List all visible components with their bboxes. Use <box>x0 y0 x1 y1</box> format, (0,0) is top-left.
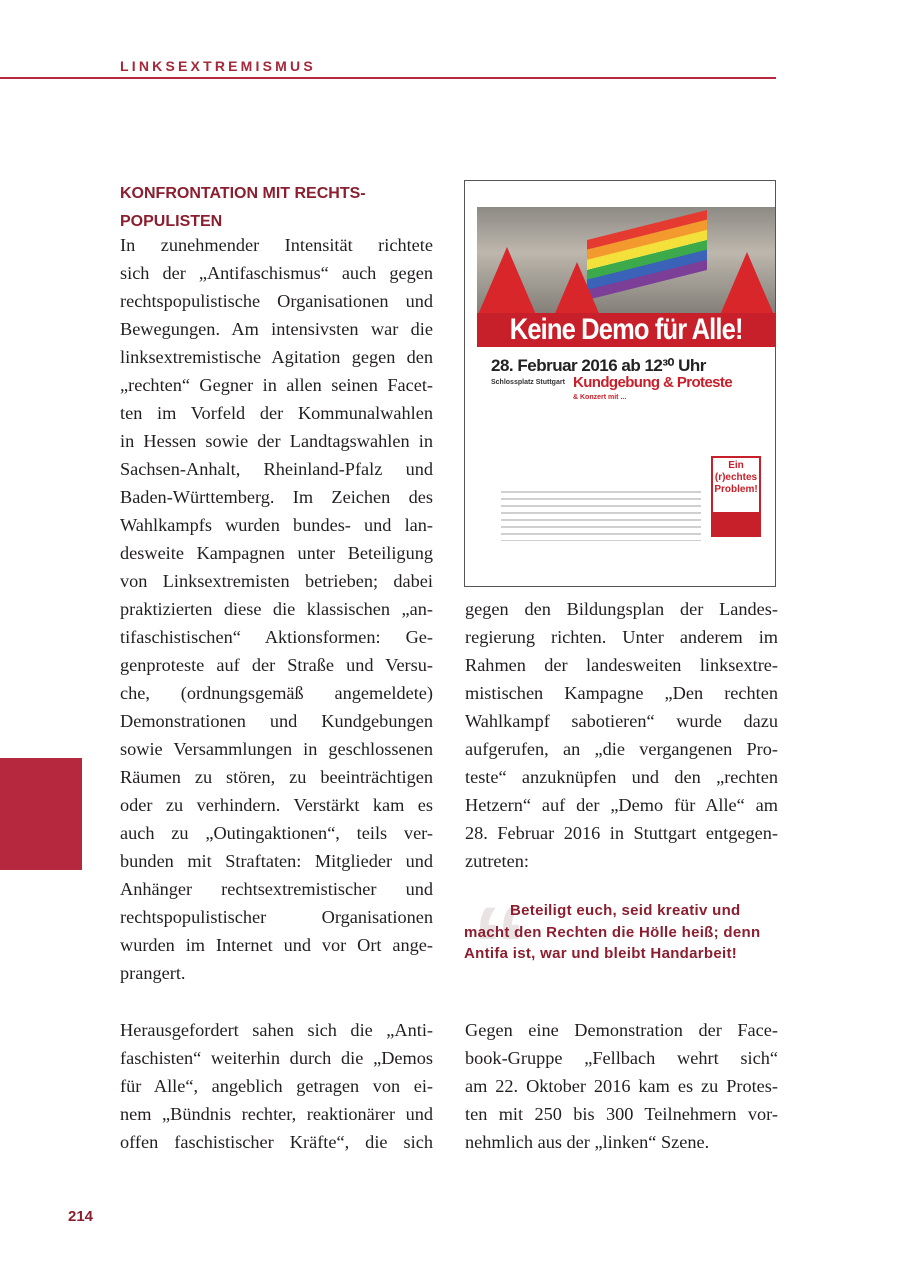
red-flag <box>477 247 537 317</box>
text-line: gegen den Bildungsplan der Landes- <box>465 599 778 619</box>
text-line: aufgerufen, an „die vergangenen Pro- <box>465 739 778 759</box>
text-line: von Linksextremisten betrieben; dabei <box>120 571 433 591</box>
poster-fine-print <box>501 491 701 541</box>
header-rule <box>0 77 776 79</box>
quote-text: Beteiligt euch, seid kreativ und macht den Rechten die Hölle heiß; denn Antifa ist, war und bleibt Handarbeit! <box>464 902 761 962</box>
right-paragraph-1 <box>465 595 778 875</box>
heading-line: POPULISTEN <box>120 213 223 230</box>
text-line: für Alle“, angeblich getragen von ei- <box>120 1076 433 1096</box>
page-number: 214 <box>68 1208 94 1225</box>
poster-box-footer <box>711 513 761 537</box>
text-line: oder zu verhindern. Verstärkt kam es <box>120 795 433 815</box>
text-line: genproteste auf der Straße und Versu- <box>120 655 433 675</box>
text-line: in Hessen sowie der Landtagswahlen in <box>120 431 433 451</box>
text-line: nem „Bündnis rechter, reaktionärer und <box>120 1104 433 1124</box>
text-line: Herausgefordert sahen sich die „Anti- <box>120 1020 433 1040</box>
text-line: Hetzern“ auf der „Demo für Alle“ am <box>465 795 778 815</box>
text-line: Räumen zu stören, zu beeinträchtigen <box>120 767 433 787</box>
text-line: am 22. Oktober 2016 kam es zu Protes- <box>465 1076 778 1096</box>
text-line: rechtspopulistische Organisationen und <box>120 291 433 311</box>
heading-line: KONFRONTATION MIT RECHTS- <box>120 185 366 202</box>
text-line: ten mit 250 bis 300 Teilnehmern vor- <box>465 1104 778 1124</box>
red-flag <box>717 252 775 322</box>
text-line: Demonstrationen und Kundgebungen <box>120 711 433 731</box>
text-line: Gegen eine Demonstration der Face- <box>465 1020 778 1040</box>
text-line: che, (ordnungsgemäß angemeldete) <box>120 683 433 703</box>
text-line: linksextremistische Agitation gegen den <box>120 347 433 367</box>
running-head: LINKSEXTREMISMUS <box>120 58 316 74</box>
quote-mark-icon: “ <box>472 885 528 1008</box>
text-line: prangert. <box>120 963 186 983</box>
text-line: 28. Februar 2016 in Stuttgart entgegen- <box>465 823 778 843</box>
poster-banner: Keine Demo für Alle! <box>477 313 775 347</box>
poster-box: Ein (r)echtes Problem! <box>711 456 761 514</box>
text-line: zutreten: <box>465 851 529 871</box>
text-line: In zunehmender Intensität richtete <box>120 235 433 255</box>
text-line: Bewegungen. Am intensivsten war die <box>120 319 433 339</box>
left-paragraph-1 <box>120 231 433 987</box>
text-line: sowie Versammlungen in geschlossenen <box>120 739 433 759</box>
text-line: Anhänger rechtsextremistischer und <box>120 879 433 899</box>
text-line: desweite Kampagnen unter Beteiligung <box>120 543 433 563</box>
text-line: faschisten“ weiterhin durch die „Demos <box>120 1048 433 1068</box>
poster-date: 28. Februar 2016 ab 12³⁰ Uhr <box>491 356 706 375</box>
text-line: „rechten“ Gegner in allen seinen Facet- <box>120 375 433 395</box>
text-line: mistischen Kampagne „Den rechten <box>465 683 778 703</box>
text-line: regierung richten. Unter anderem im <box>465 627 778 647</box>
poster-rally: Kundgebung & Proteste <box>573 374 733 391</box>
text-line: Sachsen-Anhalt, Rheinland-Pfalz und <box>120 459 433 479</box>
poster-place: Schlossplatz Stuttgart <box>491 379 565 386</box>
text-line: tifaschistischen“ Aktionsformen: Ge- <box>120 627 433 647</box>
text-line: bunden mit Straftaten: Mitglieder und <box>120 851 433 871</box>
text-line: offen faschistischer Kräfte“, die sich <box>120 1132 433 1152</box>
text-line: wurden im Internet und vor Ort ange- <box>120 935 433 955</box>
text-line: praktizierten diese die klassischen „an- <box>120 599 433 619</box>
chapter-tab-marker <box>0 758 82 870</box>
text-line: rechtspopulistischer Organisationen <box>120 907 433 927</box>
right-paragraph-2 <box>465 1016 778 1156</box>
text-line: Rahmen der landesweiten linksextre- <box>465 655 778 675</box>
text-line: sich der „Antifaschismus“ auch gegen <box>120 263 433 283</box>
text-line: book-Gruppe „Fellbach wehrt sich“ <box>465 1048 778 1068</box>
text-line: Wahlkampfs wurden bundes- und lan- <box>120 515 433 535</box>
poster-figure <box>464 180 776 587</box>
text-line: ten im Vorfeld der Kommunalwahlen <box>120 403 433 423</box>
text-line: Baden-Württemberg. Im Zeichen des <box>120 487 433 507</box>
section-heading <box>120 180 440 236</box>
pull-quote <box>464 885 780 1008</box>
text-line: nehmlich aus der „linken“ Szene. <box>465 1132 710 1152</box>
poster-concert: & Konzert mit ... <box>573 394 627 401</box>
left-paragraph-2 <box>120 1016 433 1156</box>
text-line: Wahlkampf sabotieren“ wurde dazu <box>465 711 778 731</box>
text-line: teste“ anzuknüpfen und den „rechten <box>465 767 778 787</box>
text-line: auch zu „Outingaktionen“, teils ver- <box>120 823 433 843</box>
